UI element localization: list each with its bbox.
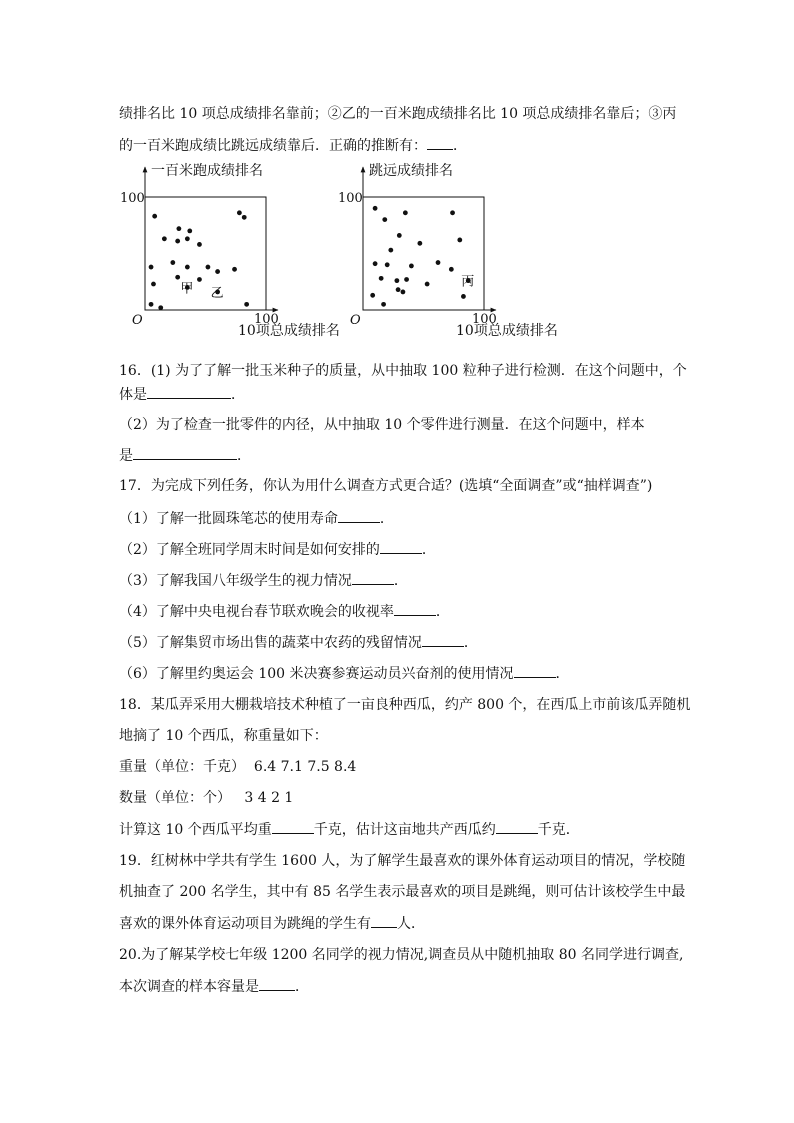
q16-line-3: （2）为了检查一批零件的内径，从中抽取 10 个零件进行测量．在这个问题中，样本	[119, 417, 645, 433]
data-point	[425, 282, 430, 287]
answer-blank[interactable]	[352, 570, 394, 585]
point-label: 乙	[210, 285, 224, 301]
answer-blank[interactable]	[259, 976, 295, 991]
q17-item-4: （4）了解中央电视台春节联欢晚会的收视率 ．	[119, 601, 450, 622]
q17-item-1: （1）了解一批圆珠笔芯的使用寿命 ．	[119, 508, 394, 529]
data-point	[370, 293, 375, 298]
q17-item-6: （6）了解里约奥运会 100 米决赛参赛运动员兴奋剂的使用情况 ．	[119, 663, 570, 684]
q17-item-3: （3）了解我国八年级学生的视力情况 ．	[119, 570, 408, 591]
data-point	[151, 282, 156, 287]
data-point	[197, 277, 202, 282]
x-axis-label: 10项总成绩排名	[456, 323, 558, 339]
data-point	[450, 210, 455, 215]
q18-calc: 计算这 10 个西瓜平均重 千克，估计这亩地共产西瓜约 千克．	[119, 819, 580, 840]
data-point	[436, 260, 441, 265]
q16-line-2: 体是 ．	[119, 384, 245, 405]
answer-blank[interactable]	[147, 384, 231, 399]
data-point	[176, 226, 181, 231]
answer-blank[interactable]	[394, 601, 436, 616]
data-point	[215, 269, 220, 274]
q19-line-2: 机抽查了 200 名学生，其中有 85 名学生表示最喜欢的项目是跳绳，则可估计该校学生中最	[119, 884, 686, 900]
data-point	[170, 260, 175, 265]
data-point	[404, 277, 409, 282]
data-point	[449, 267, 454, 272]
data-point	[149, 302, 154, 307]
data-point	[397, 233, 402, 238]
data-point	[158, 305, 163, 310]
q17-item-2: （2）了解全班同学周末时间是如何安排的 ．	[119, 539, 436, 560]
q17-item-5: （5）了解集贸市场出售的蔬菜中农药的残留情况 ．	[119, 632, 478, 653]
data-point	[187, 229, 192, 234]
q20-line-2: 本次调查的样本容量是 ．	[119, 976, 309, 997]
answer-blank[interactable]	[496, 819, 538, 834]
q17-stem: 17．为完成下列任务，你认为用什么调查方式更合适？(选填“全面调查”或“抽样调查”)	[119, 478, 653, 494]
q18-line-2: 地摘了 10 个西瓜，称重量如下：	[119, 728, 328, 744]
data-point	[373, 206, 378, 211]
x-tick-label: 100	[254, 312, 279, 327]
y-axis-label: 跳远成绩排名	[369, 163, 453, 179]
data-point	[175, 275, 180, 280]
data-point	[388, 248, 393, 253]
data-point	[403, 210, 408, 215]
data-point	[401, 290, 406, 295]
q20-line-1: 20.为了解某学校七年级 1200 名同学的视力情况,调查员从中随机抽取 80 名同学进行调查,	[119, 947, 684, 963]
data-point	[457, 238, 462, 243]
data-point	[206, 265, 211, 270]
data-point	[417, 241, 422, 246]
data-point	[385, 262, 390, 267]
data-point	[197, 242, 202, 247]
origin-label: O	[132, 313, 143, 328]
origin-label: O	[350, 313, 361, 328]
x-tick-label: 100	[472, 312, 497, 327]
data-point	[185, 236, 190, 241]
q16-line-4: 是 ．	[119, 445, 251, 466]
data-point	[175, 239, 180, 244]
data-point	[382, 217, 387, 222]
scatter-charts	[0, 155, 794, 355]
plot-frame	[145, 197, 266, 310]
answer-blank[interactable]	[133, 445, 237, 460]
intro-line-2: 的一百米跑成绩比跳远成绩靠后．正确的推断有： ．	[119, 135, 467, 156]
q19-line-1: 19．红树林中学共有学生 1600 人，为了解学生最喜欢的课外体育运动项目的情况，学校随	[119, 853, 686, 869]
plot-frame	[363, 197, 484, 310]
intro-line-1: 绩排名比 10 项总成绩排名靠前；②乙的一百米跑成绩排名比 10 项总成绩排名靠后；③丙	[119, 106, 677, 122]
answer-blank[interactable]	[422, 632, 464, 647]
data-point	[381, 302, 386, 307]
data-point	[152, 214, 157, 219]
data-point	[461, 294, 466, 299]
y-tick-label: 100	[338, 191, 363, 206]
answer-blank[interactable]	[371, 913, 397, 928]
q18-line-1: 18．某瓜弄采用大棚栽培技术种植了一亩良种西瓜，约产 800 个，在西瓜上市前该瓜弄随机	[119, 697, 691, 713]
data-point	[396, 287, 401, 292]
q18-weights: 重量（单位：千克） 6.4 7.1 7.5 8.4	[119, 759, 357, 775]
chart-100m-run	[120, 162, 340, 339]
data-point	[162, 236, 167, 241]
data-point	[409, 264, 414, 269]
data-point	[185, 265, 190, 270]
data-point	[242, 215, 247, 220]
q16-line-1: 16．(1) 为了了解一批玉米种子的质量，从中抽取 100 粒种子进行检测．在这个问题中，个	[119, 363, 687, 379]
data-point	[149, 265, 154, 270]
data-point	[244, 302, 249, 307]
answer-blank[interactable]	[514, 663, 556, 678]
data-point	[379, 276, 384, 281]
chart-long-jump	[338, 162, 558, 339]
y-axis-label: 一百米跑成绩排名	[151, 163, 263, 179]
q19-line-3: 喜欢的课外体育运动项目为跳绳的学生有 人．	[119, 913, 425, 934]
answer-blank[interactable]	[380, 539, 422, 554]
data-point	[237, 210, 242, 215]
y-tick-label: 100	[120, 191, 145, 206]
data-point	[232, 267, 237, 272]
answer-blank[interactable]	[272, 819, 314, 834]
point-label: 甲	[180, 281, 194, 297]
q18-counts: 数量（单位：个） 3 4 2 1	[119, 790, 294, 806]
point-label: 丙	[461, 274, 475, 290]
answer-blank[interactable]	[427, 135, 453, 150]
answer-blank[interactable]	[338, 508, 380, 523]
data-point	[394, 278, 399, 283]
x-axis-label: 10项总成绩排名	[238, 323, 340, 339]
data-point	[373, 261, 378, 266]
